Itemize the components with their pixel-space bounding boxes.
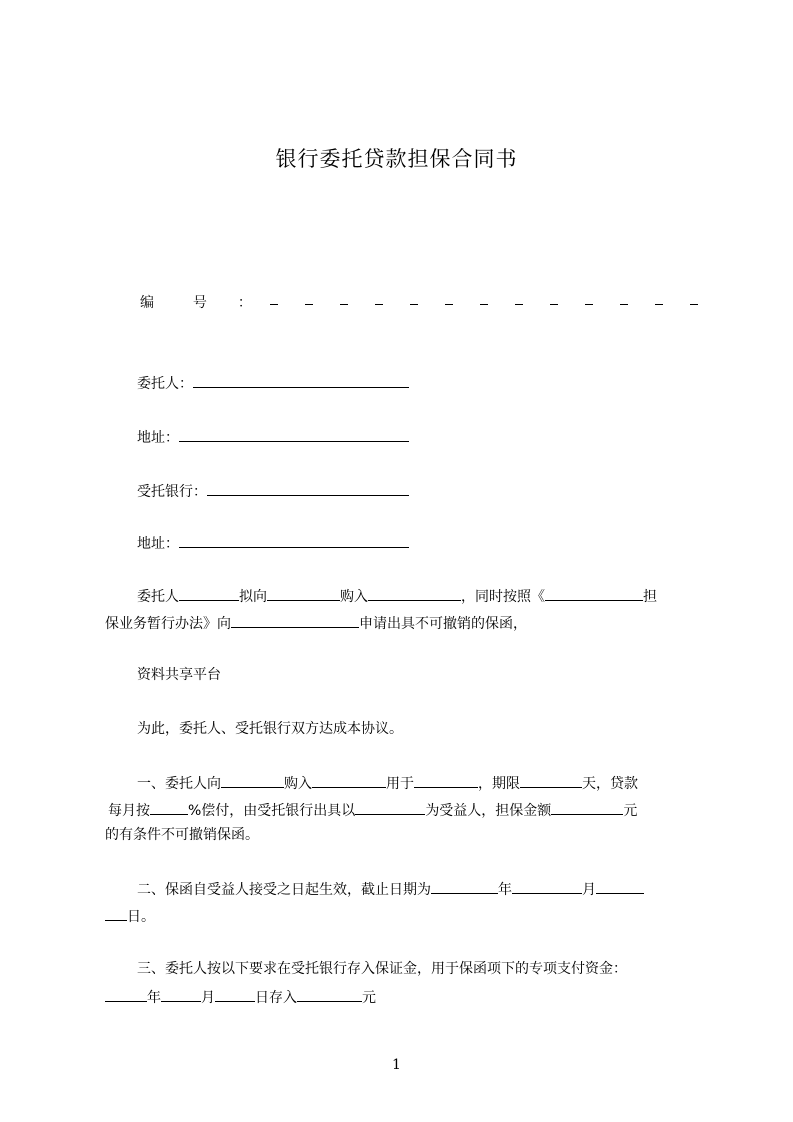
contract-number-label — [140, 292, 252, 312]
clause1-text-b: 购入 — [284, 776, 312, 792]
clause2-blank-3[interactable] — [596, 879, 644, 894]
para1-blank-5[interactable] — [231, 613, 359, 628]
clause3-line2 — [105, 987, 376, 1007]
address-1-label: 地址： — [137, 430, 179, 446]
clause3-blank-4[interactable] — [297, 987, 362, 1002]
clause1-blank-5[interactable] — [150, 800, 188, 815]
para1-text-b: 拟向 — [239, 589, 267, 605]
clause2-blank-1[interactable] — [431, 879, 498, 894]
clause2-text-line2: 日。 — [127, 909, 155, 925]
clause1-text-line2a: 每月按 — [108, 803, 150, 819]
party-address-1 — [137, 427, 409, 447]
para1-text-a: 委托人 — [137, 589, 179, 605]
clause1-text-e: 天，贷款 — [582, 776, 638, 792]
clause2-line2 — [105, 906, 155, 926]
contract-number-blank[interactable] — [270, 296, 702, 310]
clause1-blank-1[interactable] — [221, 773, 284, 788]
clause3-text-line2d: 元 — [362, 990, 376, 1006]
shoutuo-label: 受托银行： — [137, 484, 207, 500]
clause1-blank-7[interactable] — [551, 800, 623, 815]
clause1-line2 — [108, 800, 637, 820]
clause3-text-line2b: 月 — [201, 990, 215, 1006]
party-address-2 — [137, 533, 409, 553]
clause1-text-d: ，期限 — [478, 776, 520, 792]
clause1-text-line2c: 为受益人，担保金额 — [425, 803, 552, 819]
address-1-blank[interactable] — [179, 427, 409, 442]
label-char-bian: 编 — [140, 295, 154, 311]
platform-text: 资料共享平台 — [137, 667, 221, 683]
clause3-text-line2a: 年 — [147, 990, 161, 1006]
shoutuo-blank[interactable] — [207, 481, 409, 496]
clause2-blank-2[interactable] — [512, 879, 582, 894]
para1-text-line2a: 保业务暂行办法》向 — [105, 616, 231, 632]
para1-line1 — [137, 586, 657, 606]
weituoren-label: 委托人： — [137, 376, 193, 392]
party-shoutuo-bank — [137, 481, 409, 501]
clause2-text-c: 月 — [582, 882, 596, 898]
address-2-blank[interactable] — [179, 533, 409, 548]
weituoren-blank[interactable] — [193, 373, 409, 388]
clause1-text-a: 一、委托人向 — [137, 776, 221, 792]
clause2-blank-4[interactable] — [105, 906, 127, 921]
clause2-line1 — [137, 879, 644, 899]
para1-blank-2[interactable] — [267, 586, 340, 601]
para1-blank-1[interactable] — [179, 586, 239, 601]
clause1-blank-2[interactable] — [312, 773, 386, 788]
clause1-blank-4[interactable] — [520, 773, 582, 788]
label-colon: ： — [237, 295, 252, 311]
para1-text-c: 购入 — [340, 589, 368, 605]
clause3-blank-1[interactable] — [105, 987, 147, 1002]
clause1-line3: 的有条件不可撤销保函。 — [105, 827, 259, 843]
address-2-label: 地址： — [137, 536, 179, 552]
para1-line2 — [105, 613, 527, 633]
clause1-text-c: 用于 — [386, 776, 414, 792]
para1-text-d: ，同时按照《 — [461, 589, 545, 605]
clause3-line1: 三、委托人按以下要求在受托银行存入保证金，用于保函项下的专项支付资金： — [137, 961, 627, 977]
clause3-blank-3[interactable] — [215, 987, 255, 1002]
clause1-line1 — [137, 773, 638, 793]
para1-text-e: 担 — [643, 589, 657, 605]
intro-text: 为此，委托人、受托银行双方达成本协议。 — [137, 721, 403, 737]
clause1-text-line2b: %偿付，由受托银行出具以 — [188, 803, 356, 819]
label-char-hao: 号 — [192, 295, 207, 311]
party-weituoren — [137, 373, 409, 393]
clause1-text-line2d: 元 — [623, 803, 638, 819]
para1-blank-3[interactable] — [368, 586, 461, 601]
clause3-text-line2c: 日存入 — [255, 990, 297, 1006]
document-title: 银行委托贷款担保合同书 — [275, 147, 518, 171]
para1-blank-4[interactable] — [545, 586, 643, 601]
clause1-blank-6[interactable] — [355, 800, 425, 815]
clause1-blank-3[interactable] — [414, 773, 478, 788]
page-number: 1 — [392, 1057, 401, 1073]
clause3-blank-2[interactable] — [161, 987, 201, 1002]
clause2-text-b: 年 — [498, 882, 512, 898]
clause2-text-a: 二、保函自受益人接受之日起生效，截止日期为 — [137, 882, 431, 898]
para1-text-line2b: 申请出具不可撤销的保函， — [359, 616, 527, 632]
